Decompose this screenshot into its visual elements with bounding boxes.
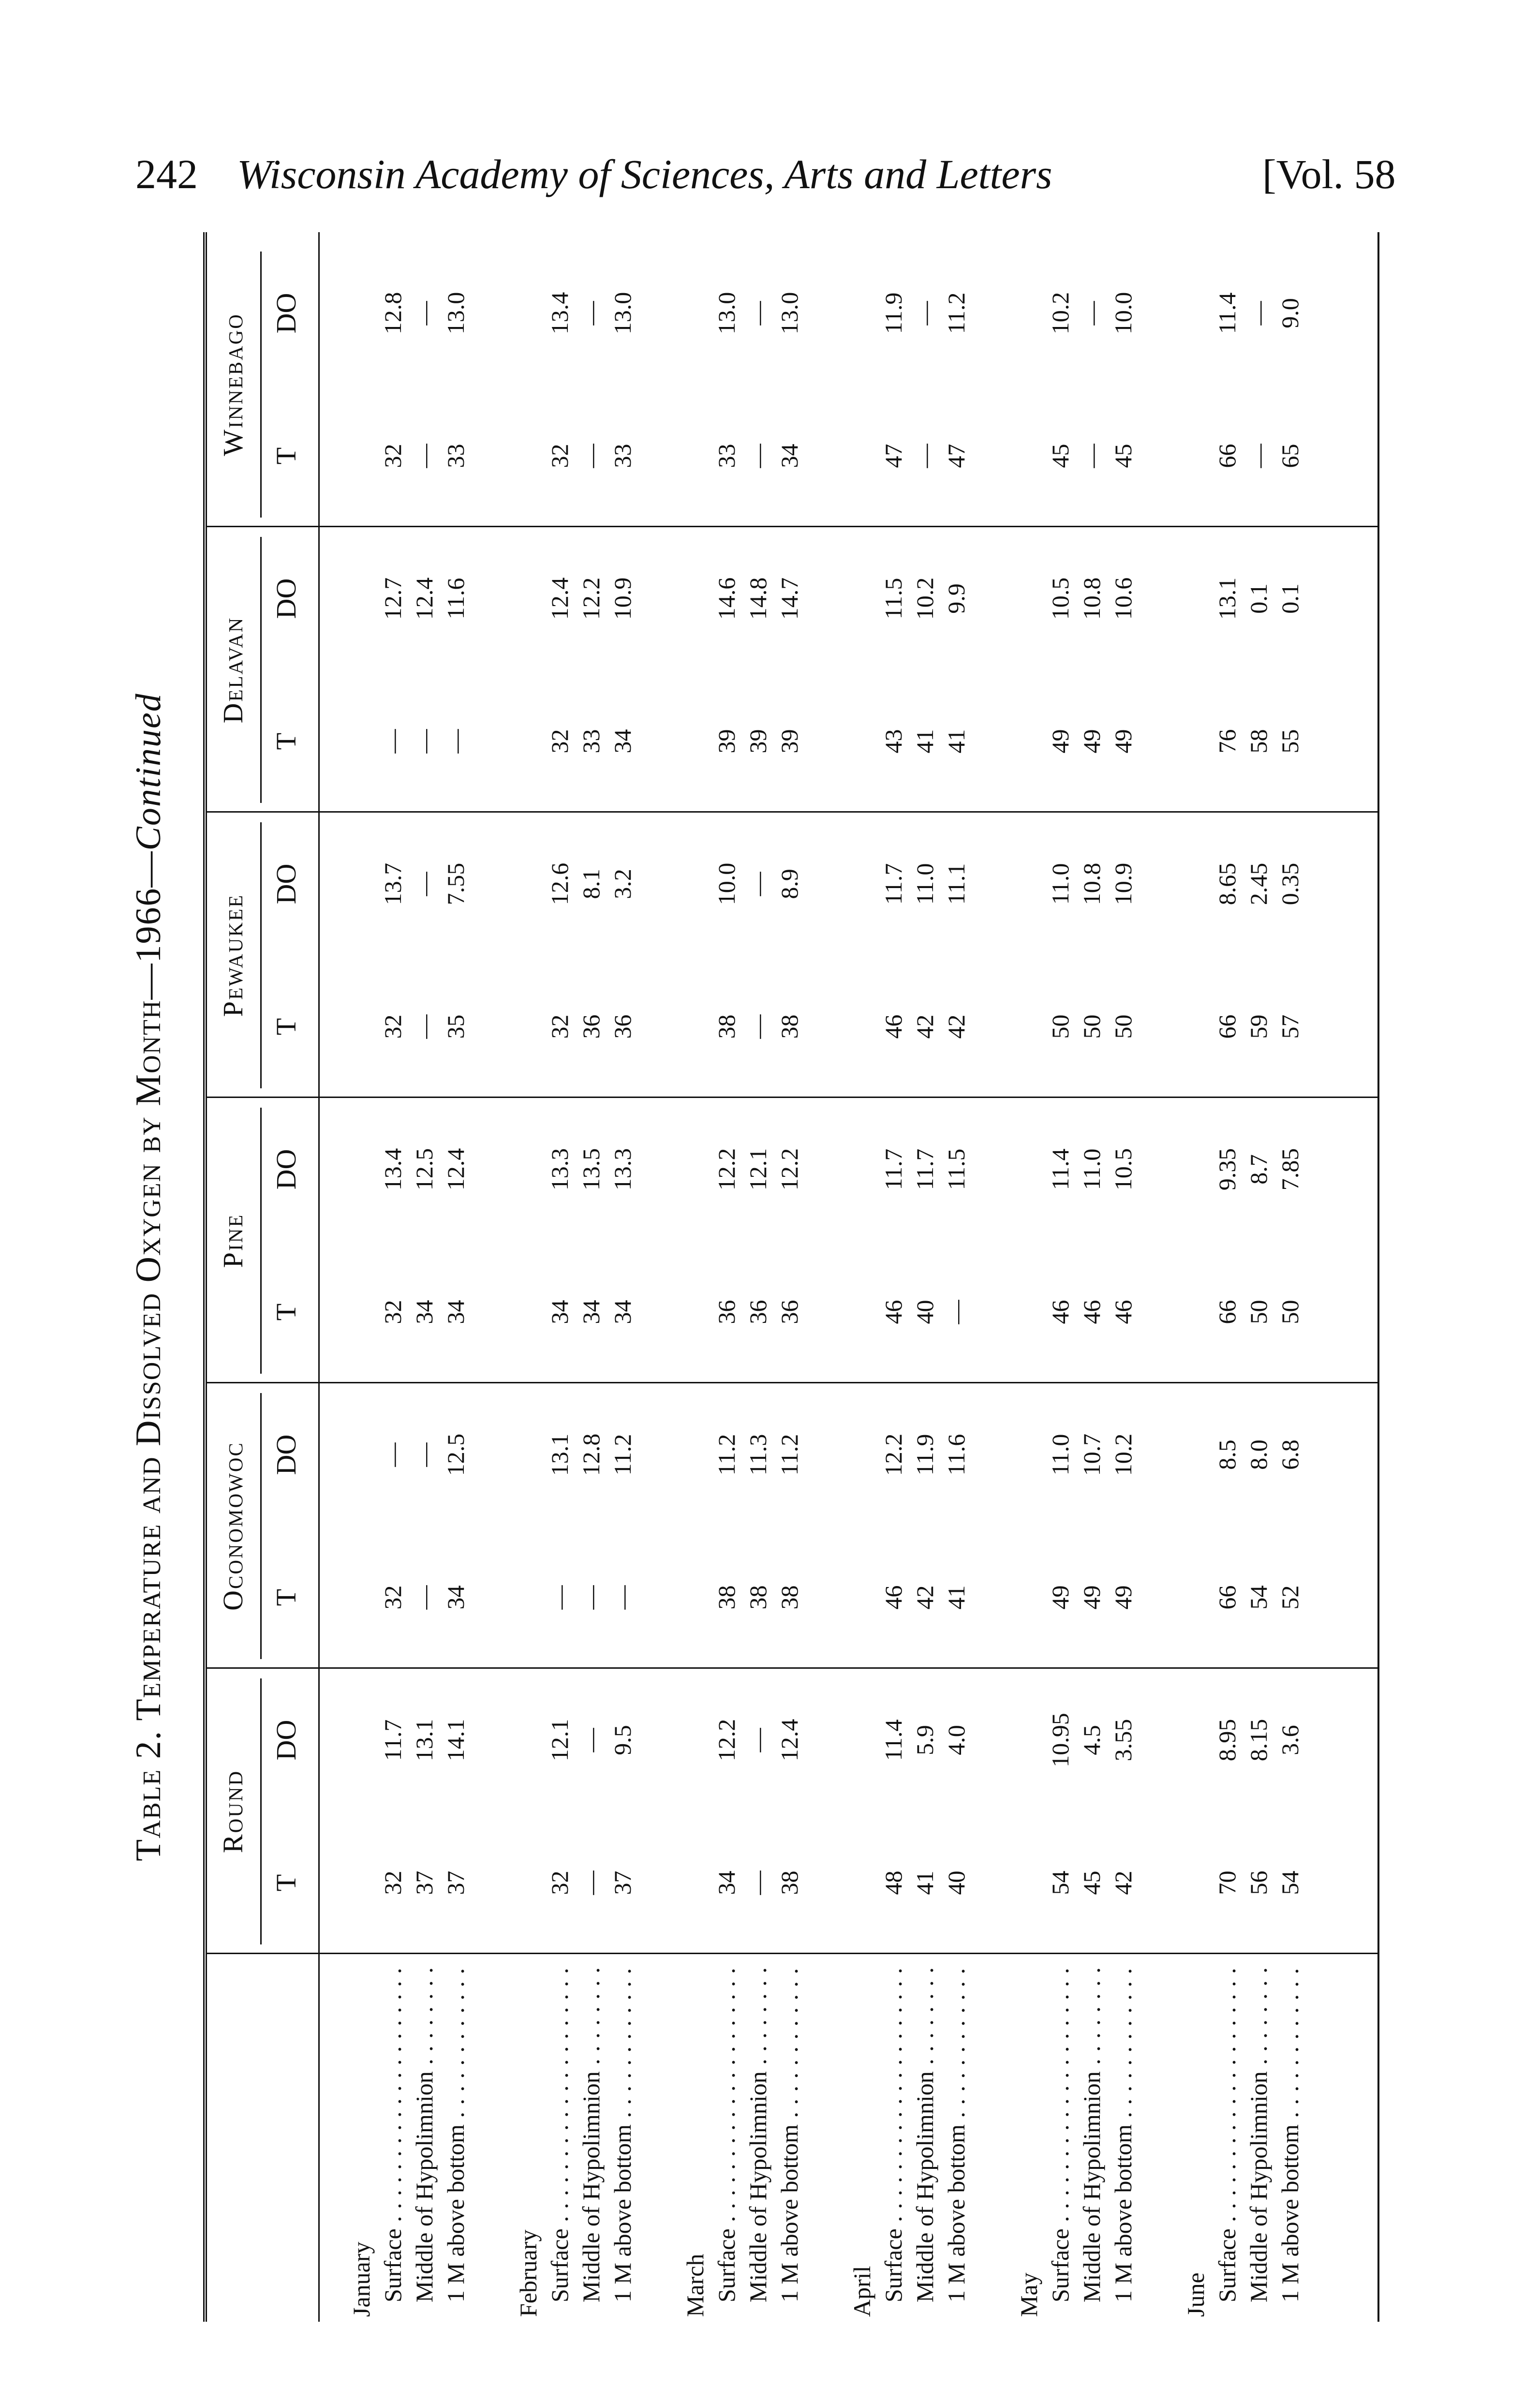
table-cell: 13.0 <box>776 292 803 335</box>
table-cell: 8.65 <box>1214 862 1241 905</box>
bottom-rule <box>1377 232 1379 2322</box>
table-cell: 50 <box>1110 1014 1137 1039</box>
row-label: 1 M above bottom . . . <box>775 1964 803 2302</box>
table-cell: 34 <box>776 444 803 468</box>
table-cell: 36 <box>776 1300 803 1324</box>
table-cell: 34 <box>411 1300 438 1324</box>
month-label: June <box>1182 2272 1209 2317</box>
table-cell: 11.0 <box>1047 1434 1074 1476</box>
lake-underline <box>260 1678 262 1944</box>
table-cell: 10.0 <box>1110 292 1137 335</box>
table-cell: 13.4 <box>379 1148 406 1191</box>
table-cell: 13.0 <box>609 292 636 335</box>
table-cell: 14.1 <box>442 1719 469 1762</box>
table-cell: 59 <box>1245 1014 1272 1039</box>
running-title: Wisconsin Academy of Sciences, Arts and Letters <box>237 151 1052 197</box>
table-cell: 14.7 <box>776 577 803 620</box>
table-cell: 39 <box>776 729 803 754</box>
month-label: May <box>1015 2272 1042 2317</box>
table-cell: 46 <box>1047 1300 1074 1324</box>
table-cell: — <box>1245 444 1272 468</box>
table-cell: 12.2 <box>713 1719 740 1762</box>
lake-header: Pewaukee <box>217 893 249 1017</box>
table-cell: 11.2 <box>943 292 970 334</box>
table-cell: 11.1 <box>943 863 970 905</box>
table-cell: 10.2 <box>1047 292 1074 335</box>
column-divider <box>207 811 1377 813</box>
lake-header: Delavan <box>217 616 249 724</box>
table-cell: 50 <box>1078 1014 1105 1039</box>
row-label: Surface . . . <box>712 1964 740 2302</box>
table-cell: 10.9 <box>1110 862 1137 905</box>
table-cell: 76 <box>1214 729 1241 754</box>
table-cell: 0.1 <box>1276 583 1303 614</box>
row-label: Surface . . . <box>1046 1964 1074 2302</box>
table-cell: 11.0 <box>1047 863 1074 905</box>
row-label: 1 M above bottom . . . <box>442 1964 470 2302</box>
table-cell: 54 <box>1276 1870 1303 1895</box>
table-caption <box>128 232 169 2322</box>
table-cell: 13.0 <box>442 292 469 335</box>
table-cell: 65 <box>1276 444 1303 468</box>
table-cell: 11.5 <box>880 578 907 620</box>
row-label: Middle of Hypolimnion . . . <box>1078 1964 1106 2302</box>
temperature-header: T <box>270 1874 302 1892</box>
table-cell: — <box>411 444 438 468</box>
volume-label: [Vol. 58 <box>1262 151 1396 197</box>
table-cell: — <box>411 1585 438 1610</box>
table-cell: 14.6 <box>713 577 740 620</box>
table-cell: 10.95 <box>1047 1713 1074 1767</box>
dissolved-oxygen-header: DO <box>270 293 302 334</box>
table-cell: 8.5 <box>1214 1439 1241 1470</box>
table-cell: 11.6 <box>442 578 469 620</box>
caption-title: Table 2. Temperature and Dissolved Oxygen by Month—1966— <box>129 850 168 1861</box>
table-cell: 11.4 <box>880 1719 907 1761</box>
table-cell: 38 <box>713 1014 740 1039</box>
table-cell: 70 <box>1214 1870 1241 1895</box>
rotated-table-block <box>116 232 1412 2322</box>
table-cell: 12.4 <box>442 1148 469 1191</box>
table-cell: 40 <box>943 1870 970 1895</box>
table-cell: 33 <box>713 444 740 468</box>
table-cell: 13.3 <box>609 1148 636 1191</box>
table-cell: 45 <box>1047 444 1074 468</box>
table-cell: — <box>379 729 406 754</box>
table-cell: 56 <box>1245 1870 1272 1895</box>
table-cell: 9.5 <box>609 1725 636 1755</box>
table-cell: 4.0 <box>943 1725 970 1755</box>
table-cell: — <box>411 1014 438 1039</box>
table-cell: 10.8 <box>1078 862 1105 905</box>
table-cell: 32 <box>546 1014 573 1039</box>
table-cell: 12.4 <box>776 1719 803 1762</box>
column-divider <box>207 526 1377 527</box>
table-cell: 46 <box>880 1014 907 1039</box>
table-cell: 41 <box>943 729 970 754</box>
table-cell: 38 <box>776 1014 803 1039</box>
table-cell: 42 <box>911 1585 938 1610</box>
table-cell: 57 <box>1276 1014 1303 1039</box>
table-cell: 10.2 <box>911 577 938 620</box>
table-cell: 49 <box>1110 729 1137 754</box>
table-cell: 47 <box>880 444 907 468</box>
lake-header: Winnebago <box>217 313 249 456</box>
table-cell: — <box>546 1585 573 1610</box>
table-cell: 3.55 <box>1110 1719 1137 1762</box>
table-cell: 47 <box>943 444 970 468</box>
table-cell: — <box>1078 444 1105 468</box>
table-cell: 42 <box>911 1014 938 1039</box>
table-cell: — <box>1078 301 1105 326</box>
table-cell: 43 <box>880 729 907 754</box>
month-label: January <box>348 2241 375 2317</box>
row-label: Middle of Hypolimnion . . . <box>577 1964 605 2302</box>
table-cell: 38 <box>776 1585 803 1610</box>
table-cell: 13.5 <box>578 1148 605 1191</box>
caption-continued: Continued <box>129 693 168 851</box>
table-cell: — <box>578 444 605 468</box>
table-cell: 10.2 <box>1110 1433 1137 1476</box>
table-cell: — <box>411 301 438 326</box>
row-label: Surface . . . <box>1213 1964 1241 2302</box>
table-cell: 42 <box>943 1014 970 1039</box>
row-label: Surface . . . <box>879 1964 907 2302</box>
month-label: March <box>681 2254 709 2317</box>
dissolved-oxygen-header: DO <box>270 863 302 905</box>
lake-underline <box>260 1108 262 1374</box>
table-cell: 46 <box>880 1585 907 1610</box>
table-cell: 4.5 <box>1078 1725 1105 1755</box>
header-rule <box>318 232 320 1954</box>
table-cell: 66 <box>1214 1014 1241 1039</box>
table-cell: 9.9 <box>943 583 970 614</box>
dissolved-oxygen-header: DO <box>270 1434 302 1475</box>
table-cell: 10.9 <box>609 577 636 620</box>
table-cell: 14.8 <box>744 577 771 620</box>
row-label: Middle of Hypolimnion . . . <box>410 1964 438 2302</box>
table-cell: 37 <box>411 1870 438 1895</box>
table-cell: 12.2 <box>776 1148 803 1191</box>
table-cell: 13.1 <box>546 1433 573 1476</box>
table-cell: 32 <box>379 444 406 468</box>
table-cell: 36 <box>744 1300 771 1324</box>
row-label: 1 M above bottom . . . <box>942 1964 970 2302</box>
table-cell: — <box>744 872 771 896</box>
table-cell: 49 <box>1047 1585 1074 1610</box>
table-cell: — <box>609 1585 636 1610</box>
table-cell: 8.1 <box>578 869 605 899</box>
table-cell: 8.9 <box>776 869 803 899</box>
table-cell: 11.0 <box>1078 1148 1105 1190</box>
table-cell: — <box>411 729 438 754</box>
table-cell: 13.0 <box>713 292 740 335</box>
table-cell: 8.15 <box>1245 1719 1272 1762</box>
table-cell: — <box>578 1728 605 1752</box>
page-number: 242 <box>135 151 198 197</box>
table-cell: 0.1 <box>1245 583 1272 614</box>
table-cell: 38 <box>776 1870 803 1895</box>
table-cell: — <box>578 1870 605 1895</box>
table-cell: 11.4 <box>1214 292 1241 334</box>
table-cell: 13.3 <box>546 1148 573 1191</box>
temperature-header: T <box>270 1303 302 1321</box>
table-cell: — <box>379 1442 406 1467</box>
table-cell: 54 <box>1245 1585 1272 1610</box>
table-cell: 11.6 <box>943 1434 970 1476</box>
table-cell: 38 <box>713 1585 740 1610</box>
table-cell: 2.45 <box>1245 862 1272 905</box>
table-cell: 32 <box>546 729 573 754</box>
table-cell: 11.2 <box>776 1434 803 1476</box>
table-cell: 52 <box>1276 1585 1303 1610</box>
row-label: Middle of Hypolimnion . . . <box>744 1964 772 2302</box>
table-cell: 49 <box>1078 729 1105 754</box>
table-cell: 49 <box>1047 729 1074 754</box>
table-cell: 34 <box>609 729 636 754</box>
dissolved-oxygen-header: DO <box>270 578 302 619</box>
table-cell: 34 <box>713 1870 740 1895</box>
table-cell: 38 <box>744 1585 771 1610</box>
table-cell: 12.1 <box>546 1719 573 1762</box>
table-cell: 8.7 <box>1245 1154 1272 1185</box>
table-cell: — <box>911 444 938 468</box>
table-cell: 10.5 <box>1047 577 1074 620</box>
table-cell: 11.3 <box>744 1434 771 1476</box>
temperature-header: T <box>270 732 302 750</box>
table-cell: 40 <box>911 1300 938 1324</box>
table-cell: 11.7 <box>880 863 907 905</box>
temperature-header: T <box>270 447 302 465</box>
table-cell: 36 <box>578 1014 605 1039</box>
running-header <box>126 145 1441 213</box>
table-cell: 11.9 <box>911 1434 938 1476</box>
month-label: April <box>848 2266 875 2317</box>
table-cell: 34 <box>442 1300 469 1324</box>
table-cell: 32 <box>379 1300 406 1324</box>
table-cell: 66 <box>1214 444 1241 468</box>
lake-header: Pine <box>217 1213 249 1268</box>
table-cell: 3.2 <box>609 869 636 899</box>
row-label: Surface . . . <box>546 1964 574 2302</box>
table-cell: 8.95 <box>1214 1719 1241 1762</box>
table-cell: 55 <box>1276 729 1303 754</box>
table-cell: 32 <box>379 1014 406 1039</box>
table-cell: 50 <box>1276 1300 1303 1324</box>
row-label: Middle of Hypolimnion . . . <box>911 1964 939 2302</box>
table-cell: — <box>411 872 438 896</box>
table-cell: 11.7 <box>379 1719 406 1761</box>
lake-underline <box>260 822 262 1088</box>
table-cell: 6.8 <box>1276 1439 1303 1470</box>
table-cell: — <box>578 1585 605 1610</box>
table-cell: 12.5 <box>442 1433 469 1476</box>
table-cell: 0.35 <box>1276 862 1303 905</box>
table-cell: 12.4 <box>411 577 438 620</box>
column-divider <box>207 1097 1377 1098</box>
table-cell: 11.5 <box>943 1148 970 1190</box>
table-cell: — <box>1245 301 1272 326</box>
temperature-header: T <box>270 1588 302 1606</box>
table-cell: 10.5 <box>1110 1148 1137 1191</box>
table-cell: 46 <box>880 1300 907 1324</box>
row-label: 1 M above bottom . . . <box>1109 1964 1137 2302</box>
table-cell: — <box>744 301 771 326</box>
table-cell: 11.7 <box>911 1148 938 1190</box>
row-label: Surface . . . <box>379 1964 407 2302</box>
table-cell: 39 <box>744 729 771 754</box>
table-cell: 33 <box>609 444 636 468</box>
table-cell: 48 <box>880 1870 907 1895</box>
table-cell: 11.0 <box>911 863 938 905</box>
stub-rule <box>318 1954 320 2322</box>
table-cell: 12.2 <box>578 577 605 620</box>
table-cell: 66 <box>1214 1300 1241 1324</box>
table-cell: 45 <box>1078 1870 1105 1895</box>
lake-underline <box>260 1393 262 1659</box>
table-cell: 41 <box>911 729 938 754</box>
row-label: 1 M above bottom . . . <box>608 1964 637 2302</box>
lake-underline <box>260 537 262 803</box>
column-divider <box>207 1667 1377 1669</box>
table-cell: 42 <box>1110 1870 1137 1895</box>
table-cell: 34 <box>442 1585 469 1610</box>
table-cell: — <box>911 301 938 326</box>
table-cell: 7.85 <box>1276 1148 1303 1191</box>
table-cell: 9.0 <box>1276 298 1303 328</box>
table-cell: 50 <box>1047 1014 1074 1039</box>
table-cell: 49 <box>1078 1585 1105 1610</box>
lake-underline <box>260 252 262 518</box>
month-label: February <box>515 2229 542 2317</box>
table-cell: 10.6 <box>1110 577 1137 620</box>
table-cell: 13.7 <box>379 862 406 905</box>
table-cell: — <box>411 1442 438 1467</box>
dissolved-oxygen-header: DO <box>270 1149 302 1190</box>
dissolved-oxygen-header: DO <box>270 1720 302 1761</box>
table-cell: 11.7 <box>880 1148 907 1190</box>
table-cell: 45 <box>1110 444 1137 468</box>
table-cell: — <box>442 729 469 754</box>
table-cell: 50 <box>1245 1300 1272 1324</box>
table-cell: — <box>744 1728 771 1752</box>
table-cell: 46 <box>1110 1300 1137 1324</box>
table-cell: 12.2 <box>713 1148 740 1191</box>
table-cell: 11.9 <box>880 292 907 334</box>
table-cell: 33 <box>442 444 469 468</box>
data-table <box>203 232 1382 2322</box>
table-cell: 12.5 <box>411 1148 438 1191</box>
table-cell: 34 <box>609 1300 636 1324</box>
row-label: Middle of Hypolimnion . . . <box>1244 1964 1273 2302</box>
column-divider <box>207 1382 1377 1383</box>
table-cell: 37 <box>609 1870 636 1895</box>
table-cell: 12.4 <box>546 577 573 620</box>
table-cell: 36 <box>609 1014 636 1039</box>
table-cell: 34 <box>546 1300 573 1324</box>
temperature-header: T <box>270 1018 302 1036</box>
table-cell: 10.0 <box>713 862 740 905</box>
table-cell: 12.8 <box>379 292 406 335</box>
table-cell: 34 <box>578 1300 605 1324</box>
table-cell: 10.7 <box>1078 1433 1105 1476</box>
table-cell: 41 <box>911 1870 938 1895</box>
table-cell: 58 <box>1245 729 1272 754</box>
table-cell: 3.6 <box>1276 1725 1303 1755</box>
table-cell: 49 <box>1110 1585 1137 1610</box>
table-cell: 32 <box>546 444 573 468</box>
table-cell: — <box>744 1014 771 1039</box>
table-cell: 41 <box>943 1585 970 1610</box>
table-cell: 8.0 <box>1245 1439 1272 1470</box>
table-cell: — <box>943 1300 970 1324</box>
table-cell: 35 <box>442 1014 469 1039</box>
table-cell: 13.1 <box>411 1719 438 1762</box>
table-cell: 12.7 <box>379 577 406 620</box>
table-cell: 11.4 <box>1047 1148 1074 1190</box>
table-cell: 13.1 <box>1214 577 1241 620</box>
table-cell: 11.2 <box>609 1434 636 1476</box>
table-cell: 32 <box>546 1870 573 1895</box>
column-divider <box>207 1953 1377 1954</box>
table-cell: 32 <box>379 1585 406 1610</box>
table-cell: 12.1 <box>744 1148 771 1191</box>
table-cell: — <box>744 1870 771 1895</box>
table-cell: 10.8 <box>1078 577 1105 620</box>
lake-header: Round <box>217 1769 249 1854</box>
table-cell: 66 <box>1214 1585 1241 1610</box>
table-cell: 33 <box>578 729 605 754</box>
table-cell: 39 <box>713 729 740 754</box>
table-cell: — <box>578 301 605 326</box>
table-cell: 12.2 <box>880 1433 907 1476</box>
table-cell: 37 <box>442 1870 469 1895</box>
table-cell: 13.4 <box>546 292 573 335</box>
lake-header: Oconomowoc <box>217 1441 249 1611</box>
table-cell: 36 <box>713 1300 740 1324</box>
table-cell: 12.6 <box>546 862 573 905</box>
table-cell: 7.55 <box>442 862 469 905</box>
row-label: 1 M above bottom . . . <box>1276 1964 1304 2302</box>
table-cell: 46 <box>1078 1300 1105 1324</box>
table-cell: 9.35 <box>1214 1148 1241 1191</box>
table-cell: — <box>744 444 771 468</box>
table-cell: 5.9 <box>911 1725 938 1755</box>
table-cell: 54 <box>1047 1870 1074 1895</box>
table-cell: 11.2 <box>713 1434 740 1476</box>
table-cell: 12.8 <box>578 1433 605 1476</box>
table-cell: 32 <box>379 1870 406 1895</box>
